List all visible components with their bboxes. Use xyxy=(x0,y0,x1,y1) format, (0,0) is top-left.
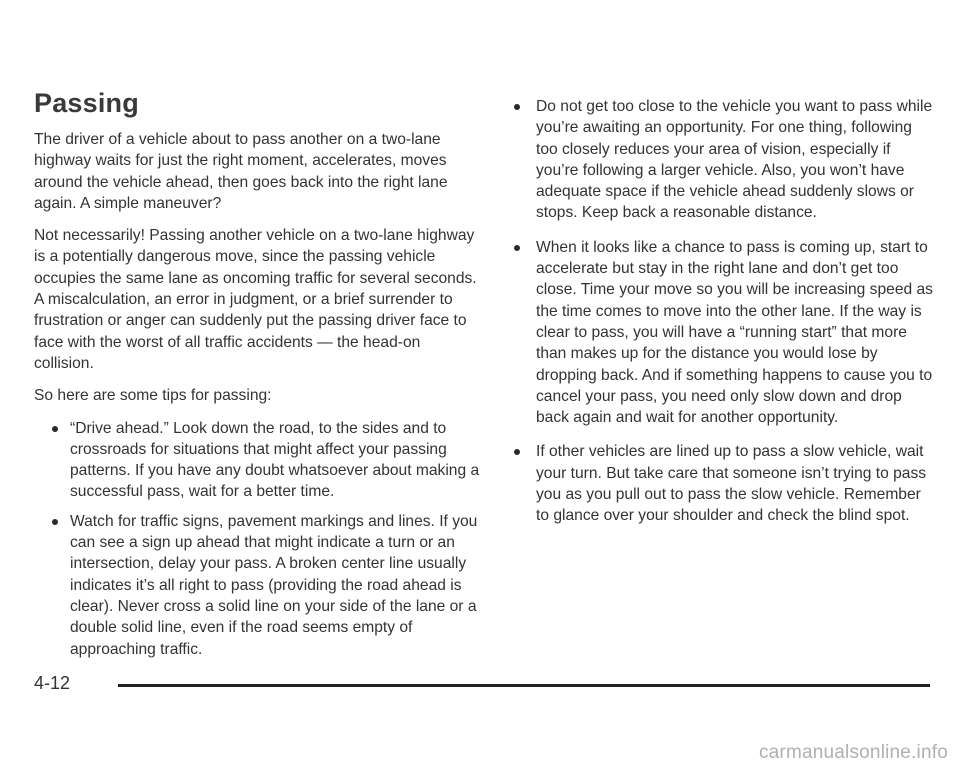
watermark-text: carmanualsonline.info xyxy=(758,742,948,763)
tips-intro: So here are some tips for passing: xyxy=(34,387,272,405)
left-bullet-list xyxy=(50,418,482,660)
list-item xyxy=(50,418,482,503)
list-item xyxy=(514,237,934,429)
page-number: 4-12 xyxy=(34,673,71,693)
danger-paragraph: Not necessarily! Passing another vehicle on a two-lane highway is a potentially dangerous move, since the passing vehicle occupies the same lane as oncoming traffic for several seconds. A miscalculation, an error in judgment, or a brief surrender to frustration or anger can suddenly put the passing driver face to face with the worst of all traffic accidents — the head-on collision. xyxy=(34,227,477,372)
left-column xyxy=(34,88,482,668)
bullet-icon xyxy=(514,449,520,455)
list-item xyxy=(514,441,934,526)
list-item-text: “Drive ahead.” Look down the road, to the sides and to crossroads for situations that might affect your passing patterns. If you have any doubt whatsoever about making a successful pass, wait for a better time. xyxy=(70,419,480,501)
list-item xyxy=(514,96,934,224)
bullet-icon xyxy=(52,426,58,432)
bullet-icon xyxy=(52,519,58,525)
list-item-text: Do not get too close to the vehicle you want to pass while you’re awaiting an opportunity. For one thing, following too closely reduces your area of vision, especially if you’re following a larger vehicle. Also, you won’t have adequate space if the vehicle ahead suddenly slows or stops. Keep back a reasonable distance. xyxy=(536,98,933,222)
list-item-text: If other vehicles are lined up to pass a slow vehicle, wait your turn. But take care that someone isn’t trying to pass you as you pull out to pass the slow vehicle. Remember to glance over your shoulder and check the blind spot. xyxy=(536,443,927,525)
list-item-text: Watch for traffic signs, pavement markings and lines. If you can see a sign up ahead that might indicate a turn or an intersection, delay your pass. A broken center line usually indicates it’s all right to pass (providing the road ahead is clear). Never cross a solid line on your side of the lane or a double solid line, even if the road seems empty of approaching traffic. xyxy=(70,512,478,658)
list-item-text: When it looks like a chance to pass is coming up, start to accelerate but stay in the right lane and don’t get too close. Time your move so you will be increasing speed as the time comes to move into the other lane. If the way is clear to pass, you will have a “running start” that more than makes up for the distance you would lose by dropping back. And if something happens to cause you to cancel your pass, you need only slow down and drop back again and wait for another opportunity. xyxy=(536,238,933,427)
section-title: Passing xyxy=(34,88,139,118)
bullet-icon xyxy=(514,245,520,251)
right-bullet-list xyxy=(514,96,934,527)
bullet-icon xyxy=(514,104,520,110)
footer-rule xyxy=(118,684,930,687)
list-item xyxy=(50,511,482,660)
right-column xyxy=(514,96,934,540)
intro-paragraph: The driver of a vehicle about to pass another on a two-lane highway waits for just the right moment, accelerates, moves around the vehicle ahead, then goes back into the right lane again. A simple maneuver? xyxy=(34,131,448,212)
